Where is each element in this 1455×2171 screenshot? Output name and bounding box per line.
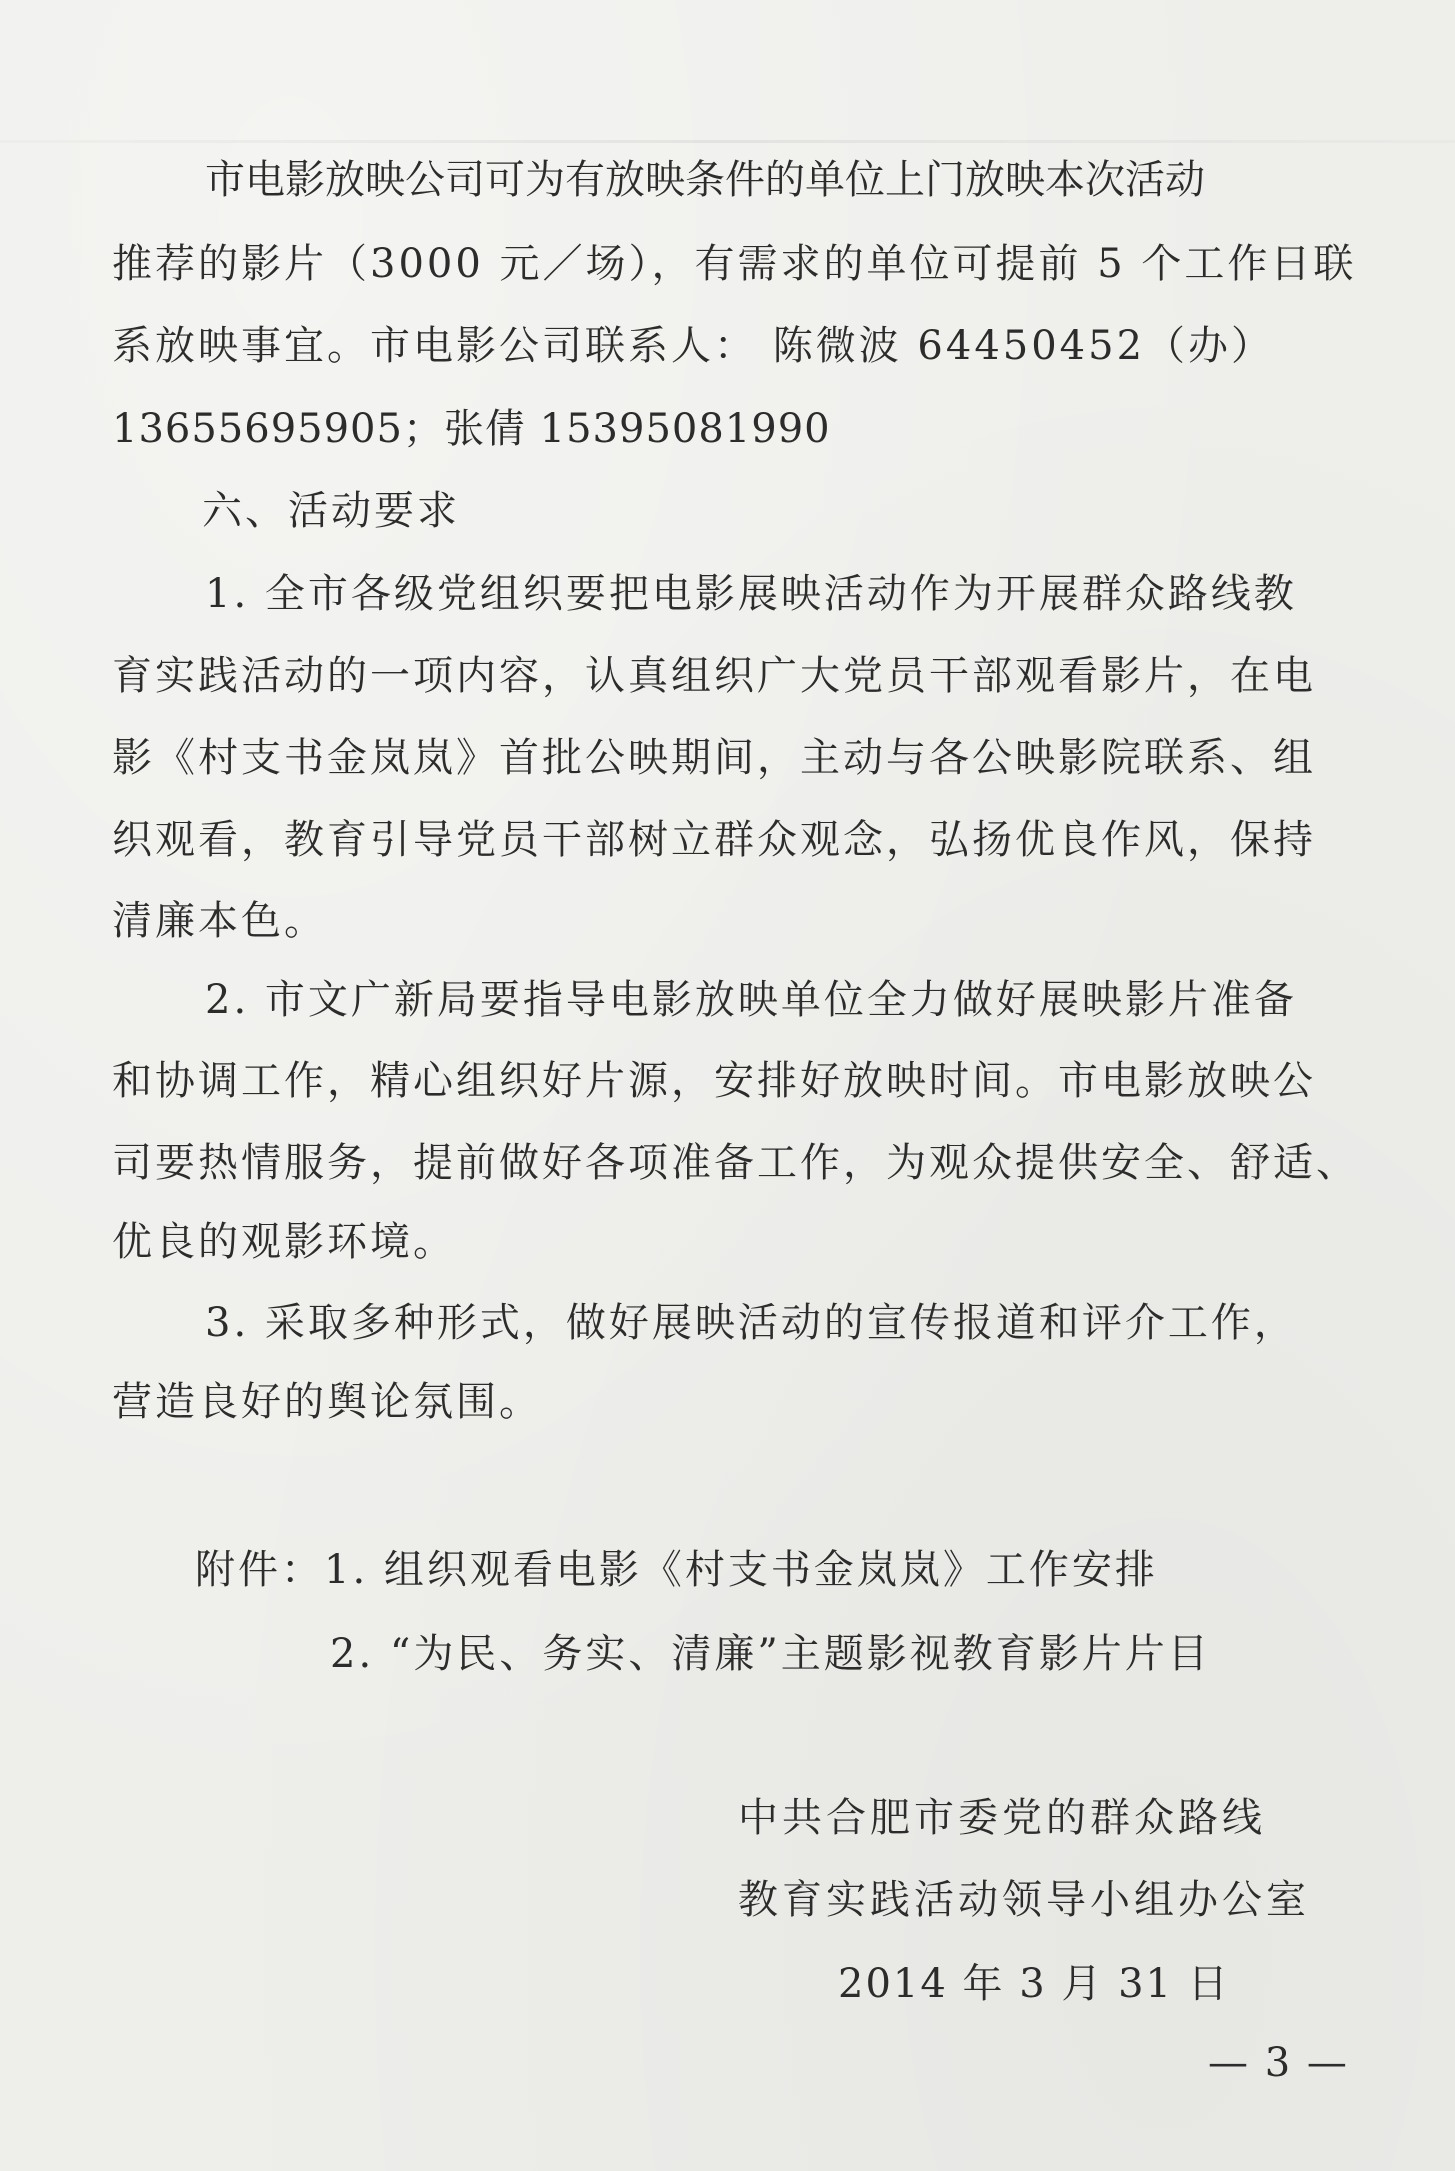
list-item-line: 营造良好的舆论氛围。: [112, 1379, 542, 1425]
list-item-line: 1. 全市各级党组织要把电影展映活动作为开展群众路线教: [205, 571, 1297, 617]
body-line: 13655695905；张倩 15395081990: [112, 406, 831, 452]
attachment-line: 2. “为民、务实、清廉”主题影视教育影片片目: [330, 1631, 1211, 1677]
list-item-line: 司要热情服务，提前做好各项准备工作，为观众提供安全、舒适、: [112, 1140, 1359, 1186]
list-item-line: 和协调工作，精心组织好片源，安排好放映时间。市电影放映公: [112, 1058, 1316, 1104]
body-text: 市电影放映公司可为有放映条件的单位上门放映本次活动: [205, 157, 1205, 203]
list-item-line: 清廉本色。: [112, 898, 327, 944]
body-line: 推荐的影片（3000 元／场），有需求的单位可提前 5 个工作日联: [112, 241, 1357, 287]
list-item-line: 2. 市文广新局要指导电影放映单位全力做好展映影片准备: [205, 977, 1297, 1023]
list-item-line: 优良的观影环境。: [112, 1219, 456, 1265]
paper-fold-line: [0, 140, 1455, 143]
list-item-line: 织观看，教育引导党员干部树立群众观念，弘扬优良作风，保持: [112, 817, 1316, 863]
issuing-organization: 中共合肥市委党的群众路线: [738, 1795, 1266, 1841]
body-line: [205, 152, 1378, 208]
list-item-line: 育实践活动的一项内容，认真组织广大党员干部观看影片，在电: [112, 653, 1316, 699]
issue-date: 2014 年 3 月 31 日: [838, 1961, 1230, 2007]
attachment-line: 附件：1. 组织观看电影《村支书金岚岚》工作安排: [195, 1547, 1158, 1593]
list-item-line: 影《村支书金岚岚》首批公映期间，主动与各公映影院联系、组: [112, 735, 1316, 781]
section-heading: 六、活动要求: [202, 488, 460, 534]
issuing-organization: 教育实践活动领导小组办公室: [738, 1877, 1310, 1923]
list-item-line: 3. 采取多种形式，做好展映活动的宣传报道和评介工作，: [205, 1300, 1297, 1346]
body-line: 系放映事宜。市电影公司联系人： 陈微波 64450452（办）: [112, 323, 1275, 369]
page-number: — 3 —: [1208, 2040, 1349, 2086]
